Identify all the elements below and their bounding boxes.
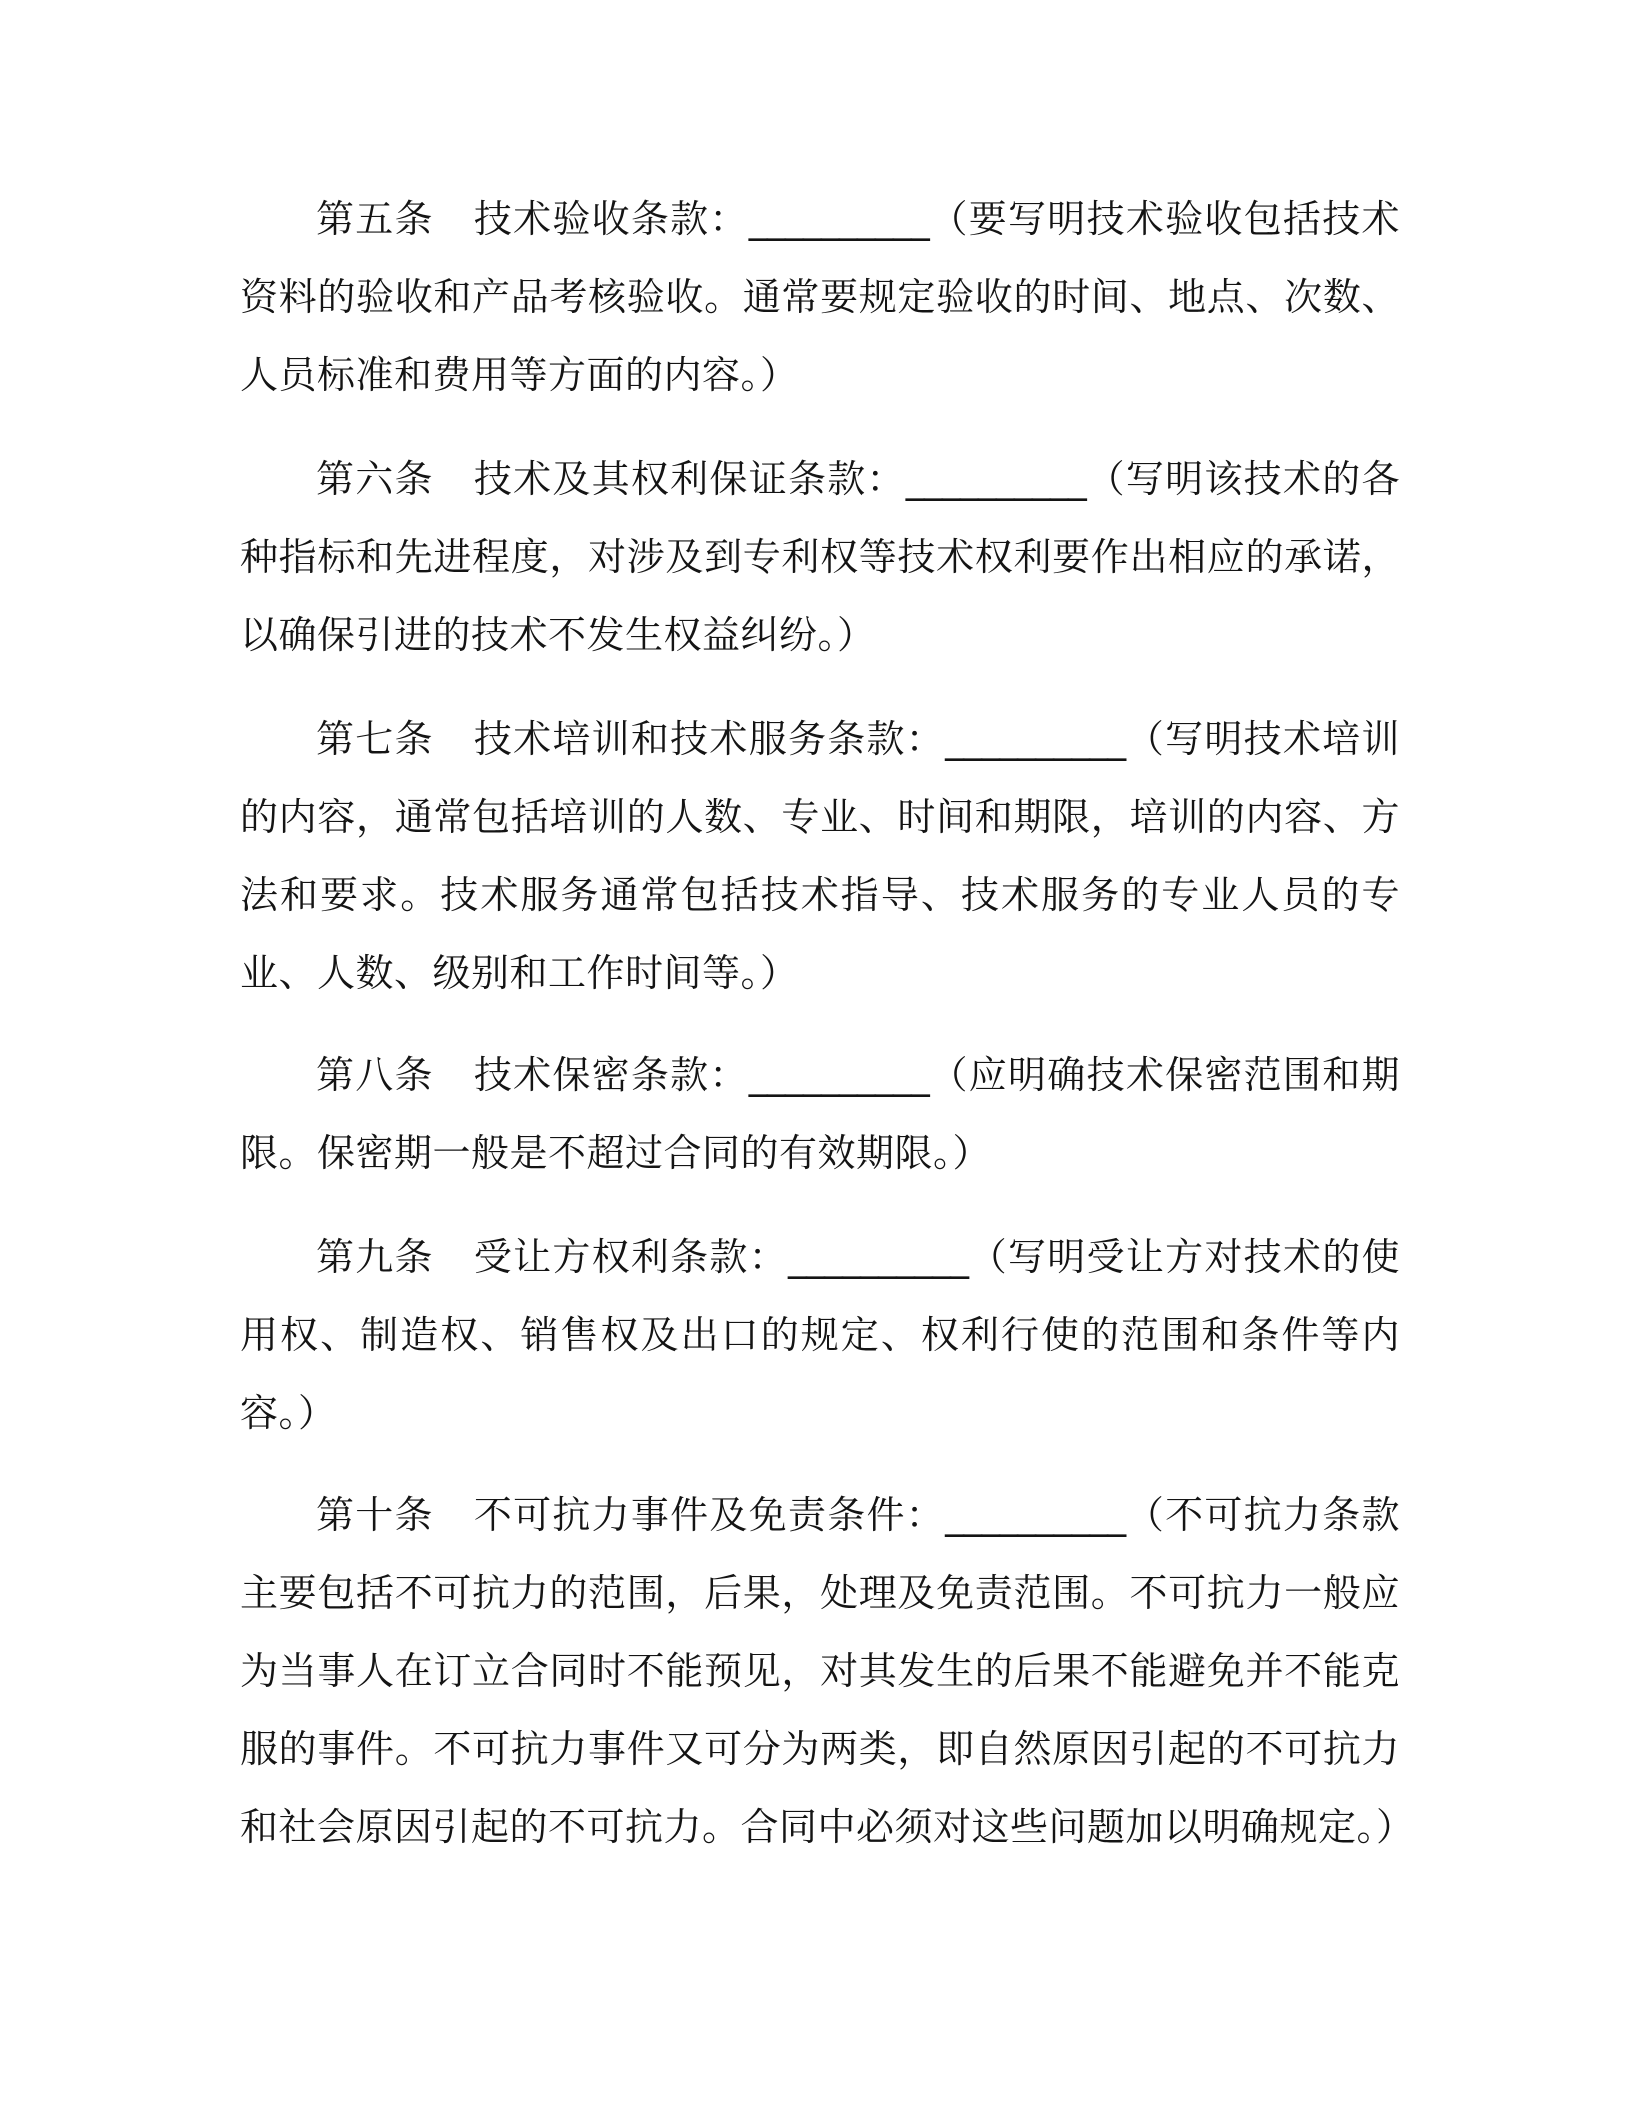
clause-10: [240, 1476, 1415, 1866]
fill-in-blank: __________: [945, 1493, 1126, 1537]
clause-note: （写明该技术的各种指标和先进程度，对涉及到专利权等技术权利要作出相应的承诺，以确保引进的技术不发生权益纠纷。）: [240, 457, 1400, 657]
clause-title: 技术保密条款：: [473, 1053, 749, 1097]
clause-number: 第五条: [316, 197, 434, 241]
clause-note: （应明确技术保密范围和期限。保密期一般是不超过合同的有效期限。）: [240, 1053, 1400, 1175]
clause-title: 受让方权利条款：: [473, 1235, 788, 1279]
fill-in-blank: __________: [748, 197, 929, 241]
clause-number: 第八条: [316, 1053, 434, 1097]
clause-note: （不可抗力条款主要包括不可抗力的范围，后果，处理及免责范围。不可抗力一般应为当事人在订立合同时不能预见，对其发生的后果不能避免并不能克服的事件。不可抗力事件又可分为两类，即自然原因引起的不可抗力和社会原因引起的不可抗力。合同中必须对这些问题加以明确规定。）: [240, 1493, 1415, 1849]
clause-6: [240, 440, 1400, 674]
clause-8: [240, 1036, 1400, 1192]
clause-note: （写明技术培训的内容，通常包括培训的人数、专业、时间和期限，培训的内容、方法和要求。技术服务通常包括技术指导、技术服务的专业人员的专业、人数、级别和工作时间等。）: [240, 717, 1400, 995]
fill-in-blank: __________: [748, 1053, 929, 1097]
clause-title: 技术验收条款：: [473, 197, 749, 241]
fill-in-blank: __________: [945, 717, 1126, 761]
clause-7: [240, 700, 1400, 1012]
clause-number: 第六条: [316, 457, 434, 501]
clause-note: （要写明技术验收包括技术资料的验收和产品考核验收。通常要规定验收的时间、地点、次数、人员标准和费用等方面的内容。）: [240, 197, 1400, 397]
clause-number: 第七条: [316, 717, 434, 761]
clause-number: 第十条: [316, 1493, 434, 1537]
clause-title: 不可抗力事件及免责条件：: [473, 1493, 946, 1537]
clause-9: [240, 1218, 1400, 1452]
clause-title: 技术培训和技术服务条款：: [473, 717, 946, 761]
clause-5: [240, 180, 1400, 414]
clause-note: （写明受让方对技术的使用权、制造权、销售权及出口的规定、权利行使的范围和条件等内容。）: [240, 1235, 1400, 1435]
clause-title: 技术及其权利保证条款：: [473, 457, 906, 501]
clause-number: 第九条: [316, 1235, 434, 1279]
fill-in-blank: __________: [787, 1235, 968, 1279]
fill-in-blank: __________: [905, 457, 1086, 501]
